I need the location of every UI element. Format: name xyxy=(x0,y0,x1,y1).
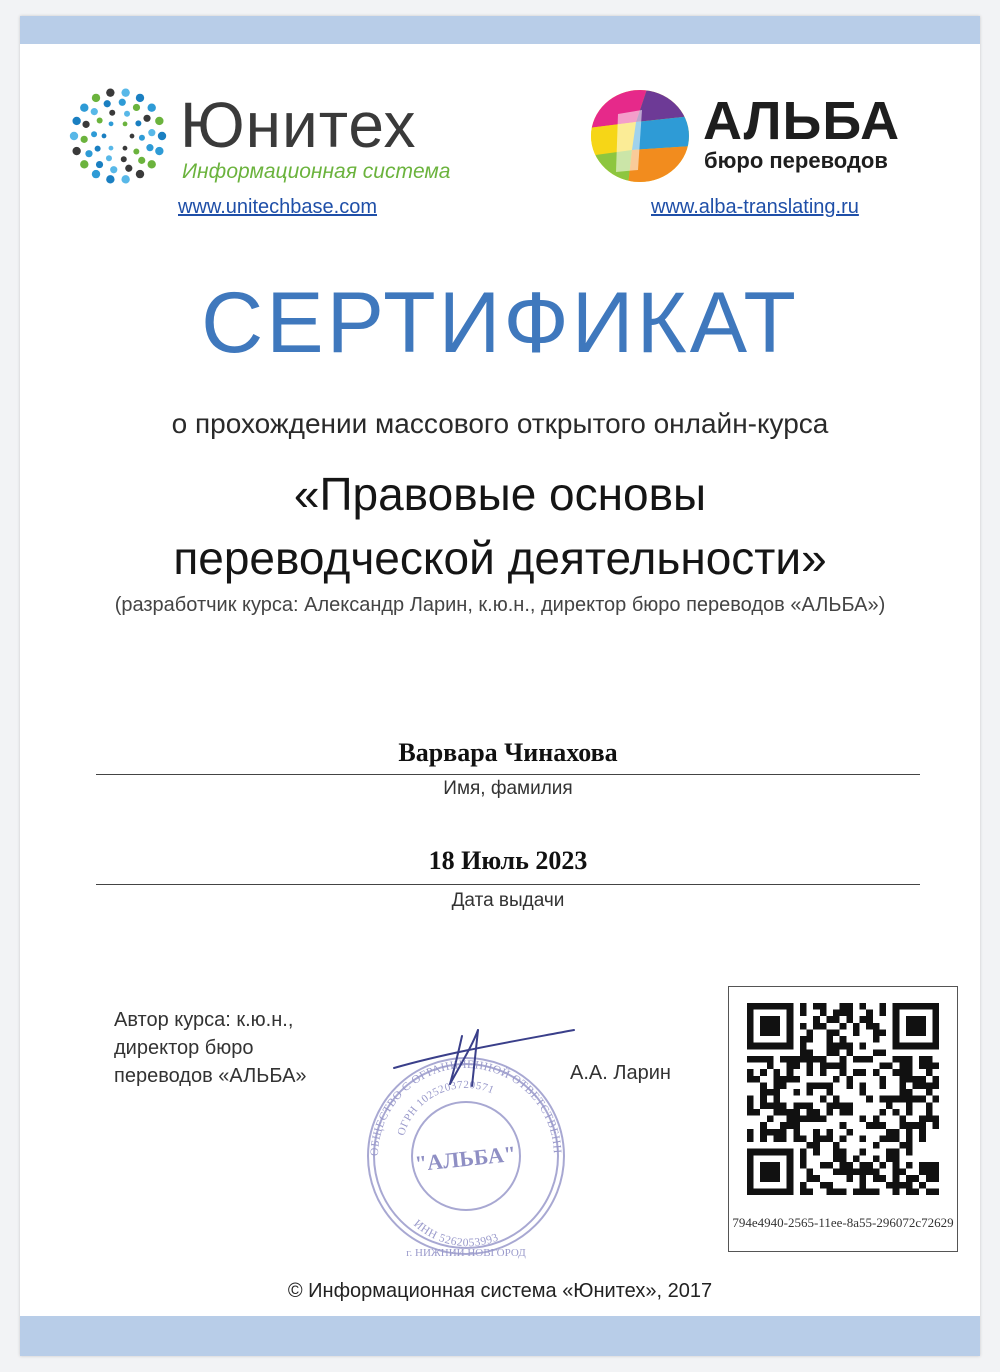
signer-name: А.А. Ларин xyxy=(570,1062,671,1084)
course-author xyxy=(114,1006,307,1090)
unitech-dots-icon xyxy=(68,86,168,186)
stamp-seal xyxy=(350,1006,580,1276)
recipient-name: Варвара Чинахова xyxy=(398,738,618,767)
certificate-page xyxy=(20,16,980,1356)
course-title xyxy=(20,462,980,590)
stamp-center-text: "АЛЬБА" xyxy=(413,1140,518,1177)
qr-code-icon xyxy=(747,1003,939,1195)
unitech-logo xyxy=(68,86,468,196)
alba-name: АЛЬБА xyxy=(703,91,901,151)
footer-copyright: © Информационная система «Юнитех», 2017 xyxy=(287,1280,713,1302)
alba-ball-icon xyxy=(588,86,692,186)
name-label: Имя, фамилия xyxy=(443,778,573,799)
alba-logo xyxy=(588,86,928,196)
svg-text:ОБЩЕСТВО С ОГРАНИЧЕННОЙ ОТВЕТС xyxy=(350,1006,563,1156)
qr-identifier: 794e4940-2565-11ee-8a55-296072c72629 xyxy=(732,1215,954,1230)
author-line3: переводов «АЛЬБА» xyxy=(114,1065,307,1087)
stamp-city: г. НИЖНИЙ НОВГОРОД xyxy=(406,1247,526,1259)
author-line1: Автор курса: к.ю.н., xyxy=(114,1009,294,1031)
course-title-line2: переводческой деятельности» xyxy=(173,532,827,584)
course-developer: (разработчик курса: Александр Ларин, к.ю.н., директор бюро переводов «АЛЬБА») xyxy=(114,594,886,616)
course-title-line1: «Правовые основы xyxy=(293,468,707,520)
stamp-inn: ИНН 5262053993 xyxy=(411,1217,501,1250)
date-underline xyxy=(96,884,920,885)
issue-date: 18 Июль 2023 xyxy=(428,846,588,875)
certificate-title: СЕРТИФИКАТ xyxy=(201,275,799,371)
name-underline xyxy=(96,774,920,775)
unitech-link[interactable]: www.unitechbase.com xyxy=(178,196,377,218)
stamp-ogrn: ОГРН 1025203720571 xyxy=(395,1078,496,1138)
stamp-and-signature xyxy=(350,1006,580,1276)
top-band xyxy=(20,16,980,44)
alba-subtitle: бюро переводов xyxy=(704,148,888,173)
alba-link[interactable]: www.alba-translating.ru xyxy=(651,196,859,218)
unitech-name: Юнитех xyxy=(180,89,417,161)
author-line2: директор бюро xyxy=(114,1037,254,1059)
certificate-subtitle: о прохождении массового открытого онлайн-курса xyxy=(171,408,829,439)
date-label: Дата выдачи xyxy=(451,890,565,911)
stamp-ring-top: ОБЩЕСТВО С ОГРАНИЧЕННОЙ ОТВЕТСТВЕНН xyxy=(368,1058,564,1157)
unitech-subtitle: Информационная система xyxy=(182,160,451,183)
qr-block xyxy=(728,986,958,1252)
bottom-band xyxy=(20,1316,980,1356)
